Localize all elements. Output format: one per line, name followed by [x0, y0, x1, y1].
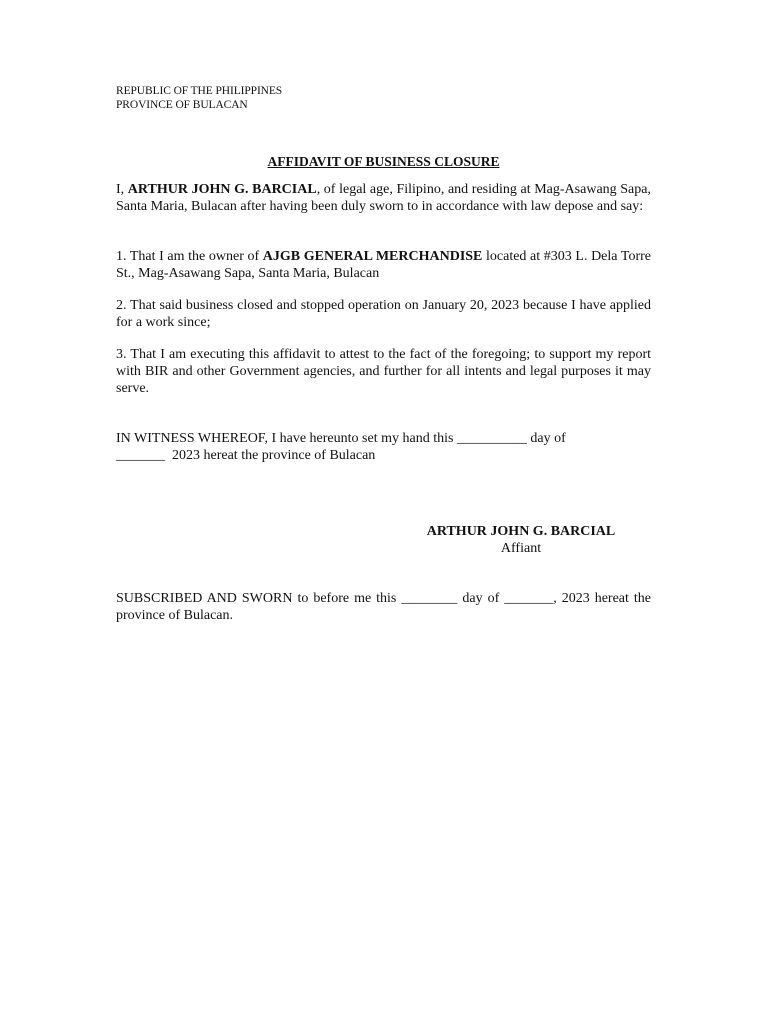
- jurat-day-blank: ________: [401, 591, 458, 606]
- clause-1-post: located at #303 L. Dela Torre St., Mag-Asawang Sapa, Santa Maria, Bulacan: [116, 249, 651, 281]
- jurat-month-blank: _______: [504, 591, 554, 606]
- witness-paragraph: [116, 430, 651, 464]
- signature-name: ARTHUR JOHN G. BARCIAL: [426, 524, 616, 539]
- clause-1: [116, 248, 651, 282]
- signature-role: Affiant: [500, 541, 542, 556]
- clause-2: 2. That said business closed and stopped operation on January 20, 2023 because I have applied for a work since;: [116, 298, 651, 330]
- intro-post: , of legal age, Filipino, and residing at Mag-Asawang Sapa, Santa Maria, Bulacan after having been duly sworn to in accordance with law depose and say:: [116, 182, 651, 214]
- witness-month-blank: _______: [116, 448, 165, 463]
- witness-pre: IN WITNESS WHEREOF, I have hereunto set my hand this: [116, 431, 457, 446]
- signature-block: [383, 523, 659, 557]
- document-title-text: AFFIDAVIT OF BUSINESS CLOSURE: [267, 154, 500, 169]
- affiant-name: ARTHUR JOHN G. BARCIAL: [127, 182, 317, 197]
- business-name: AJGB GENERAL MERCHANDISE: [262, 249, 483, 264]
- jurat-mid: day of: [457, 591, 505, 606]
- document-title: [116, 153, 651, 171]
- clause-3: 3. That I am executing this affidavit to attest to the fact of the foregoing; to support my report with BIR and other Government agencies, and further for all intents and legal purposes it may serve.: [116, 347, 651, 396]
- intro-paragraph: [116, 181, 651, 215]
- intro-pre: I,: [116, 182, 128, 197]
- header-republic: REPUBLIC OF THE PHILIPPINES: [116, 85, 283, 97]
- jurat-post: , 2023 hereat the province of Bulacan.: [116, 591, 651, 623]
- jurat-paragraph: [116, 590, 651, 624]
- header-province: PROVINCE OF BULACAN: [116, 99, 248, 111]
- clause-1-pre: 1. That I am the owner of: [116, 249, 263, 264]
- jurat-pre: SUBSCRIBED AND SWORN to before me this: [116, 591, 402, 606]
- witness-day-blank: __________: [456, 431, 527, 446]
- witness-mid: day of: [526, 431, 566, 446]
- witness-post: 2023 hereat the province of Bulacan: [165, 448, 376, 463]
- affidavit-page: [116, 84, 651, 624]
